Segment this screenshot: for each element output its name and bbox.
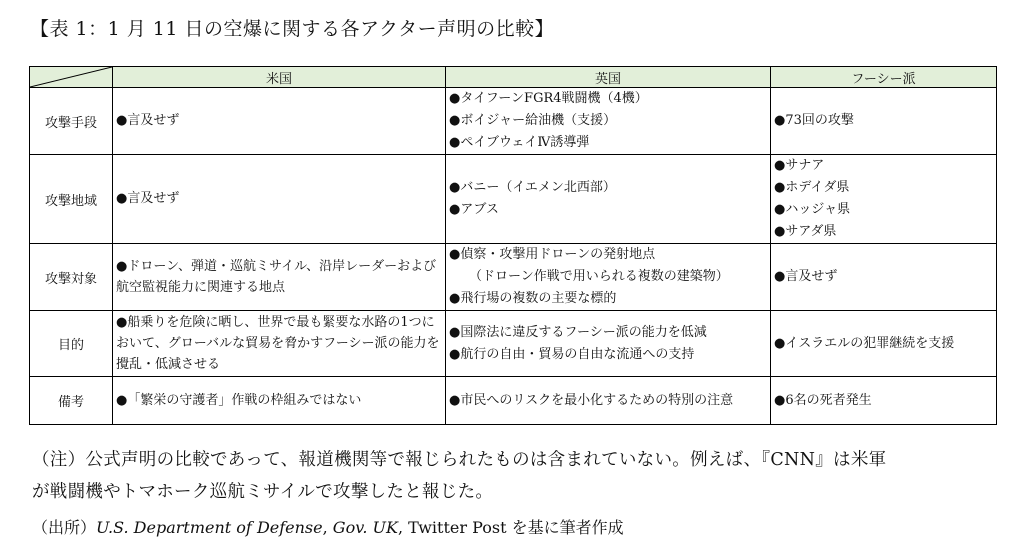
note-line-1: （注）公式声明の比較であって、報道機関等で報じられたものは含まれていない。例えば、『CNN』は米軍 xyxy=(32,450,887,470)
table-header-row xyxy=(30,67,997,88)
cell-text: ●ホデイダ県 xyxy=(774,180,850,195)
source-prefix: （出所） xyxy=(32,518,97,537)
cell-text: ●ボイジャー給油機（支援） xyxy=(449,113,617,128)
cell-text: ●ハッジャ県 xyxy=(774,202,851,217)
row-label: 目的 xyxy=(30,311,113,377)
cell-text: ●船乗りを危険に晒し、世界で最も緊要な水路の1つにおいて、グローバルな貿易を脅かすフーシー派の能力を攪乱・低減させる xyxy=(116,315,440,372)
source-rest: , Twitter Post を基に筆者作成 xyxy=(397,518,624,537)
row-label: 攻撃手段 xyxy=(30,88,113,155)
row-label: 攻撃対象 xyxy=(30,244,113,311)
cell-text: ●バニー（イエメン北西部） xyxy=(449,180,616,195)
cell-text: （ドローン作戦で用いられる複数の建築物） xyxy=(469,269,729,284)
source-line xyxy=(32,515,624,538)
cell-text: ●6名の死者発生 xyxy=(774,392,872,408)
table-row xyxy=(30,88,997,155)
cell-uk xyxy=(446,244,771,311)
cell-text: ●サアダ県 xyxy=(774,224,837,239)
cell-us xyxy=(113,155,446,244)
cell-text: ●市民へのリスクを最小化するための特別の注意 xyxy=(449,392,734,408)
cell-text: ●ドローン、弾道・巡航ミサイル、沿岸レーダーおよび航空監視能力に関連する地点 xyxy=(116,259,437,295)
row-label: 備考 xyxy=(30,377,113,425)
corner-cell xyxy=(30,67,113,88)
column-header-houthi: フーシー派 xyxy=(771,67,997,88)
cell-uk xyxy=(446,88,771,155)
cell-us xyxy=(113,377,446,425)
cell-text: ●「繁栄の守護者」作戦の枠組みではない xyxy=(116,392,362,408)
cell-uk xyxy=(446,155,771,244)
cell-uk xyxy=(446,377,771,425)
cell-text: ●イスラエルの犯罪継続を支援 xyxy=(774,335,955,351)
cell-uk xyxy=(446,311,771,377)
row-label: 攻撃地域 xyxy=(30,155,113,244)
cell-text: ●ペイブウェイⅣ誘導弾 xyxy=(449,135,590,150)
cell-text: ●言及せず xyxy=(774,269,838,284)
source-dod: U.S. Department of Defense xyxy=(96,518,323,537)
source-sep: , xyxy=(322,518,333,537)
cell-houthi xyxy=(771,88,997,155)
cell-text: ●言及せず xyxy=(116,113,180,128)
column-header-us: 米国 xyxy=(113,67,446,88)
cell-text: ●飛行場の複数の主要な標的 xyxy=(449,291,617,306)
table-title: 【表 1：1 月 11 日の空爆に関する各アクター声明の比較】 xyxy=(30,18,555,40)
cell-houthi xyxy=(771,311,997,377)
cell-text: ●国際法に違反するフーシー派の能力を低減 xyxy=(449,324,707,340)
note-line-2: が戦闘機やトマホーク巡航ミサイルで攻撃したと報じた。 xyxy=(32,482,494,502)
cell-text: ●言及せず xyxy=(116,191,180,206)
cell-houthi xyxy=(771,244,997,311)
source-govuk: Gov. UK xyxy=(332,518,398,537)
cell-text: ●サナア xyxy=(774,158,825,173)
comparison-table xyxy=(29,66,997,425)
cell-text: ●偵察・攻撃用ドローンの発射地点 xyxy=(449,247,656,262)
cell-text: ●73回の攻撃 xyxy=(774,113,854,128)
table-row xyxy=(30,311,997,377)
cell-text: ●タイフーンFGR4戦闘機（4機） xyxy=(449,91,648,106)
cell-text: ●航行の自由・貿易の自由な流通への支持 xyxy=(449,346,695,362)
column-header-uk: 英国 xyxy=(446,67,771,88)
table-row xyxy=(30,155,997,244)
table-row xyxy=(30,244,997,311)
cell-houthi xyxy=(771,377,997,425)
diagonal-line xyxy=(30,67,112,87)
cell-text: ●アブス xyxy=(449,202,499,217)
cell-us xyxy=(113,88,446,155)
cell-us xyxy=(113,311,446,377)
table-row xyxy=(30,377,997,425)
cell-us xyxy=(113,244,446,311)
cell-houthi xyxy=(771,155,997,244)
